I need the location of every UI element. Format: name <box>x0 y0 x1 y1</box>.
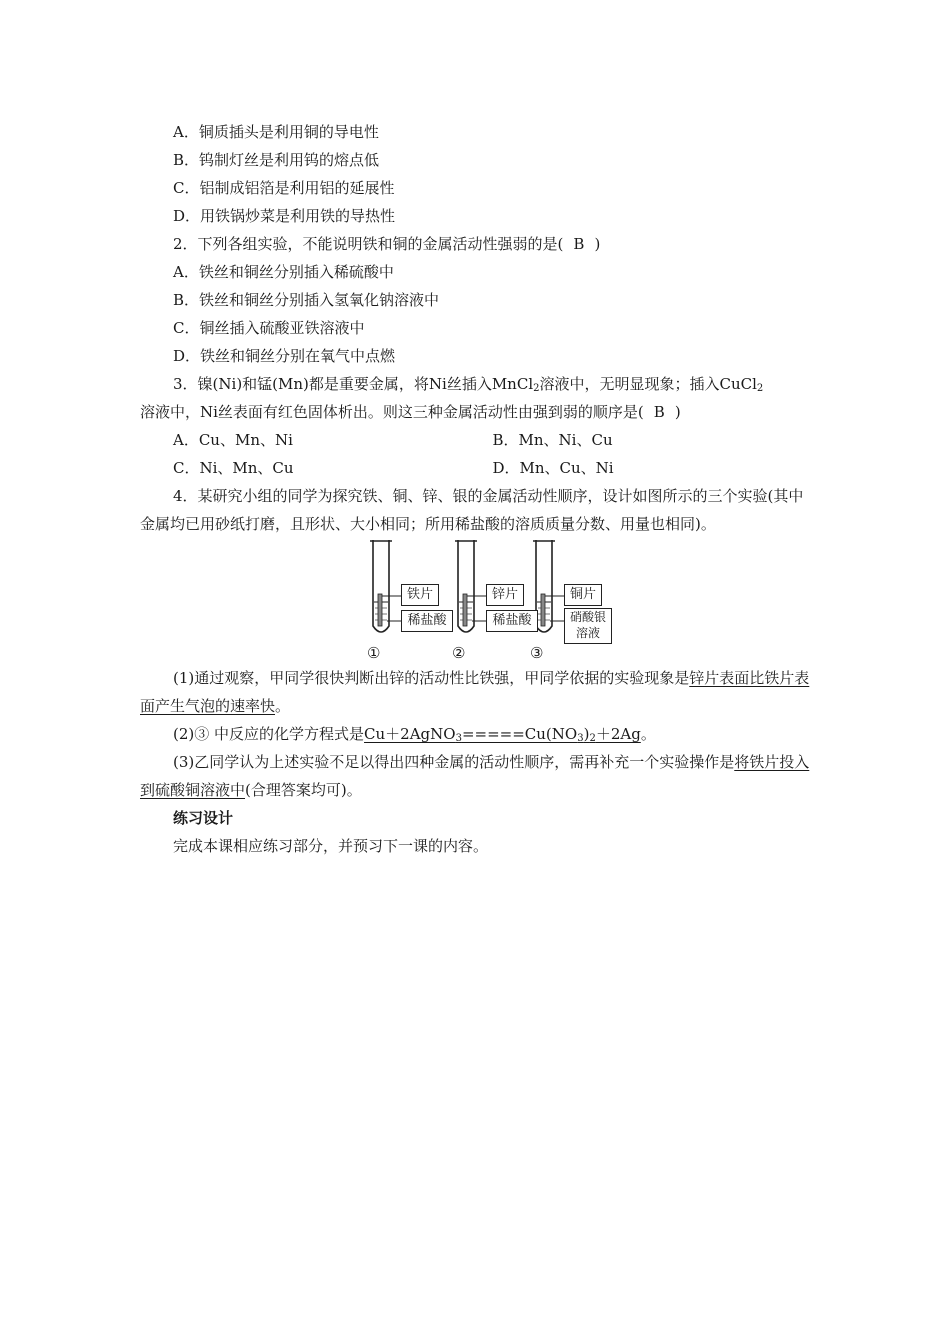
tube-number-3: ③ <box>530 644 544 662</box>
label-solution-3: 硝酸银 溶液 <box>564 608 612 644</box>
label-acid-2: 稀盐酸 <box>486 610 538 632</box>
label-metal-2: 锌片 <box>486 584 524 606</box>
q3-stem: 3．镍(Ni)和锰(Mn)都是重要金属，将Ni丝插入MnCl$_2$溶液中，无明显现象；插入CuCl$_2$ <box>173 375 764 394</box>
test-tube-2 <box>455 540 486 632</box>
q4-part1: (1)通过观察，甲同学很快判断出锌的活动性比铁强，甲同学依据的实验现象是锌片表面比铁片表面产生气泡的速率快。 <box>140 669 810 715</box>
q3-option-d: D．Mn、Cu、Ni <box>492 459 614 477</box>
q4-stem: 4．某研究小组的同学为探究铁、铜、锌、银的金属活动性顺序，设计如图所示的三个实验(其中金属均已用砂纸打磨，且形状、大小相同；所用稀盐酸的溶质质量分数、用量也相同)。 <box>140 487 804 533</box>
experiment-figure <box>140 540 812 664</box>
q3-options-row2 <box>140 454 812 482</box>
test-tube-1 <box>370 540 401 632</box>
q1-option-a: A．铜质插头是利用铜的导电性 <box>173 123 379 141</box>
label-metal-1: 铁片 <box>401 584 439 606</box>
q2-option-a: A．铁丝和铜丝分别插入稀硫酸中 <box>173 263 394 281</box>
q2-option-b: B．铁丝和铜丝分别插入氢氧化钠溶液中 <box>173 291 440 309</box>
q3-option-a: A．Cu、Mn、Ni <box>173 431 293 449</box>
q3-options-row1 <box>140 426 812 454</box>
q4-part3: (3)乙同学认为上述实验不足以得出四种金属的活动性顺序，需再补充一个实验操作是将铁片投入到硫酸铜溶液中(合理答案均可)。 <box>140 753 810 799</box>
document-page <box>140 118 812 860</box>
q4-part2-equation: $Cu+2AgNO_3=====Cu(NO_3)_2+2Ag$ <box>364 725 641 744</box>
q2-stem: 2．下列各组实验，不能说明铁和铜的金属活动性强弱的是( B ) <box>140 230 812 258</box>
tube-number-1: ① <box>367 644 381 662</box>
q3-option-c: C．Ni、Mn、Cu <box>173 459 294 477</box>
label-acid-1: 稀盐酸 <box>401 610 453 632</box>
q2-option-d: D．铁丝和铜丝分别在氧气中点燃 <box>173 347 396 365</box>
q4-part3-answer: 将铁片投入到硫酸铜溶液中 <box>140 753 810 799</box>
q2-option-c: C．铜丝插入硫酸亚铁溶液中 <box>173 319 365 337</box>
q2-answer: B <box>573 235 585 253</box>
q1-option-b: B．钨制灯丝是利用钨的熔点低 <box>173 151 380 169</box>
q4-part2: (2)③ 中反应的化学方程式是$Cu+2AgNO_3=====Cu(NO_3)_2+2Ag$。 <box>173 725 656 744</box>
tube-number-2: ② <box>452 644 466 662</box>
q3-stem-line2: 溶液中，Ni丝表面有红色固体析出。则这三种金属活动性由强到弱的顺序是( B ) <box>140 398 812 426</box>
q3-option-b: B．Mn、Ni、Cu <box>492 431 613 449</box>
practice-heading: 练习设计 <box>173 809 234 827</box>
practice-text: 完成本课相应练习部分，并预习下一课的内容。 <box>173 837 489 855</box>
q3-answer: B <box>653 403 665 421</box>
q4-part1-answer: 锌片表面比铁片表面产生气泡的速率快 <box>140 669 810 715</box>
label-metal-3: 铜片 <box>564 584 602 606</box>
q1-option-c: C．铝制成铝箔是利用铝的延展性 <box>173 179 395 197</box>
q1-option-d: D．用铁锅炒菜是利用铁的导热性 <box>173 207 396 225</box>
